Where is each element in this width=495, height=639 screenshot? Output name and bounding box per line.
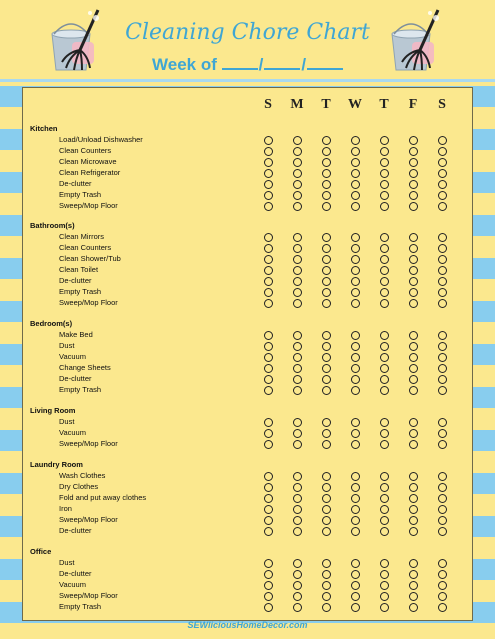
checkbox-bubble[interactable]	[409, 592, 418, 601]
checkbox-bubble[interactable]	[380, 603, 389, 612]
checkbox-bubble[interactable]	[293, 353, 302, 362]
week-of-line	[152, 54, 343, 75]
checkbox-bubble[interactable]	[322, 299, 331, 308]
checkbox-bubble[interactable]	[438, 505, 447, 514]
checkbox-bubble[interactable]	[351, 472, 360, 481]
task-label: Sweep/Mop Floor	[59, 439, 118, 448]
checkbox-bubble[interactable]	[322, 559, 331, 568]
checkbox-bubble[interactable]	[264, 559, 273, 568]
checkbox-bubble[interactable]	[351, 331, 360, 340]
checkbox-bubble[interactable]	[264, 158, 273, 167]
checkbox-bubble[interactable]	[409, 516, 418, 525]
checkbox-bubble[interactable]	[293, 516, 302, 525]
checkbox-bubble[interactable]	[438, 494, 447, 503]
day-header-4: T	[379, 97, 389, 112]
checkbox-bubble[interactable]	[351, 429, 360, 438]
checkbox-bubble[interactable]	[380, 191, 389, 200]
checkbox-bubble[interactable]	[351, 244, 360, 253]
checkbox-bubble[interactable]	[409, 342, 418, 351]
checkbox-bubble[interactable]	[322, 136, 331, 145]
checkbox-bubble[interactable]	[293, 527, 302, 536]
checkbox-bubble[interactable]	[380, 505, 389, 514]
task-label: Clean Shower/Tub	[59, 254, 121, 263]
checkbox-bubble[interactable]	[380, 516, 389, 525]
checkbox-bubble[interactable]	[351, 288, 360, 297]
checkbox-bubble[interactable]	[293, 559, 302, 568]
section-label: Bathroom(s)	[30, 221, 75, 230]
checkbox-bubble[interactable]	[438, 255, 447, 264]
checkbox-bubble[interactable]	[264, 505, 273, 514]
checkbox-bubble[interactable]	[293, 494, 302, 503]
checkbox-bubble[interactable]	[322, 440, 331, 449]
checkbox-bubble[interactable]	[409, 158, 418, 167]
checkbox-bubble[interactable]	[264, 191, 273, 200]
checkbox-bubble[interactable]	[380, 418, 389, 427]
checkbox-bubble[interactable]	[264, 440, 273, 449]
checkbox-bubble[interactable]	[264, 429, 273, 438]
checkbox-bubble[interactable]	[438, 342, 447, 351]
checkbox-bubble[interactable]	[322, 516, 331, 525]
header	[0, 0, 495, 82]
checkbox-bubble[interactable]	[264, 266, 273, 275]
checkbox-bubble[interactable]	[351, 233, 360, 242]
checkbox-bubble[interactable]	[380, 331, 389, 340]
checkbox-bubble[interactable]	[438, 559, 447, 568]
checkbox-bubble[interactable]	[438, 375, 447, 384]
checkbox-bubble[interactable]	[351, 375, 360, 384]
checkbox-bubble[interactable]	[438, 603, 447, 612]
checkbox-bubble[interactable]	[380, 375, 389, 384]
checkbox-bubble[interactable]	[322, 180, 331, 189]
checkbox-bubble[interactable]	[409, 169, 418, 178]
checkbox-bubble[interactable]	[438, 472, 447, 481]
task-label: Empty Trash	[59, 287, 102, 296]
checkbox-bubble[interactable]	[264, 472, 273, 481]
task-label: Vacuum	[59, 428, 86, 437]
task-label: Wash Clothes	[59, 471, 106, 480]
checkbox-bubble[interactable]	[351, 255, 360, 264]
chore-table	[22, 87, 473, 621]
checkbox-bubble[interactable]	[351, 169, 360, 178]
checkbox-bubble[interactable]	[409, 429, 418, 438]
checkbox-bubble[interactable]	[380, 299, 389, 308]
checkbox-bubble[interactable]	[322, 505, 331, 514]
task-label: Dust	[59, 341, 75, 350]
checkbox-bubble[interactable]	[322, 527, 331, 536]
checkbox-bubble[interactable]	[322, 570, 331, 579]
checkbox-bubble[interactable]	[322, 483, 331, 492]
task-label: Dust	[59, 417, 75, 426]
task-label: Clean Refrigerator	[59, 168, 121, 177]
checkbox-bubble[interactable]	[380, 158, 389, 167]
checkbox-bubble[interactable]	[322, 158, 331, 167]
checkbox-bubble[interactable]	[438, 581, 447, 590]
task-label: Dust	[59, 558, 75, 567]
checkbox-bubble[interactable]	[409, 581, 418, 590]
checkbox-bubble[interactable]	[351, 494, 360, 503]
task-label: Clean Mirrors	[59, 232, 105, 241]
checkbox-bubble[interactable]	[322, 255, 331, 264]
date-separator: /	[301, 55, 307, 74]
checkbox-bubble[interactable]	[438, 266, 447, 275]
checkbox-bubble[interactable]	[293, 244, 302, 253]
checkbox-bubble[interactable]	[293, 266, 302, 275]
checkbox-bubble[interactable]	[322, 147, 331, 156]
checkbox-bubble[interactable]	[409, 483, 418, 492]
task-label: Empty Trash	[59, 385, 102, 394]
checkbox-bubble[interactable]	[351, 364, 360, 373]
checkbox-bubble[interactable]	[438, 158, 447, 167]
checkbox-bubble[interactable]	[293, 581, 302, 590]
checkbox-bubble[interactable]	[351, 266, 360, 275]
checkbox-bubble[interactable]	[351, 527, 360, 536]
checkbox-bubble[interactable]	[293, 233, 302, 242]
checkbox-bubble[interactable]	[264, 418, 273, 427]
checkbox-bubble[interactable]	[409, 255, 418, 264]
checkbox-bubble[interactable]	[438, 136, 447, 145]
page-title: Cleaning Chore Chart	[125, 20, 370, 45]
checkbox-bubble[interactable]	[264, 202, 273, 211]
day-header-1: M	[290, 97, 304, 112]
task-label: Sweep/Mop Floor	[59, 298, 118, 307]
checkbox-bubble[interactable]	[293, 180, 302, 189]
checkbox-bubble[interactable]	[380, 527, 389, 536]
task-label: Change Sheets	[59, 363, 111, 372]
checkbox-bubble[interactable]	[380, 169, 389, 178]
checkbox-bubble[interactable]	[380, 364, 389, 373]
day-header-6: S	[438, 97, 446, 112]
task-label: De-clutter	[59, 569, 92, 578]
task-label: Load/Unload Dishwasher	[59, 135, 143, 144]
checkbox-bubble[interactable]	[438, 169, 447, 178]
task-label: Empty Trash	[59, 602, 102, 611]
checkbox-bubble[interactable]	[264, 353, 273, 362]
checkbox-bubble[interactable]	[293, 277, 302, 286]
checkbox-bubble[interactable]	[351, 570, 360, 579]
checkbox-bubble[interactable]	[293, 364, 302, 373]
checkbox-bubble[interactable]	[293, 299, 302, 308]
checkbox-bubble[interactable]	[264, 277, 273, 286]
checkbox-bubble[interactable]	[438, 353, 447, 362]
day-blank[interactable]	[264, 54, 300, 70]
checkbox-bubble[interactable]	[409, 202, 418, 211]
checkbox-bubble[interactable]	[351, 483, 360, 492]
checkbox-bubble[interactable]	[351, 559, 360, 568]
checkbox-bubble[interactable]	[409, 603, 418, 612]
checkbox-bubble[interactable]	[351, 418, 360, 427]
checkbox-bubble[interactable]	[438, 147, 447, 156]
checkbox-bubble[interactable]	[264, 147, 273, 156]
checkbox-bubble[interactable]	[293, 158, 302, 167]
checkbox-bubble[interactable]	[264, 603, 273, 612]
checkbox-bubble[interactable]	[438, 191, 447, 200]
checkbox-bubble[interactable]	[264, 483, 273, 492]
task-label: Clean Counters	[59, 243, 112, 252]
week-of-label: Week of	[152, 55, 217, 74]
checkbox-bubble[interactable]	[293, 288, 302, 297]
task-label: Fold and put away clothes	[59, 493, 147, 502]
checkbox-bubble[interactable]	[322, 581, 331, 590]
checkbox-bubble[interactable]	[380, 136, 389, 145]
section-label: Kitchen	[30, 124, 58, 133]
checkbox-bubble[interactable]	[409, 180, 418, 189]
checkbox-bubble[interactable]	[264, 255, 273, 264]
checkbox-bubble[interactable]	[322, 169, 331, 178]
checkbox-bubble[interactable]	[351, 180, 360, 189]
checkbox-bubble[interactable]	[409, 386, 418, 395]
task-label: Clean Toilet	[59, 265, 99, 274]
task-label: Vacuum	[59, 580, 86, 589]
checkbox-bubble[interactable]	[438, 592, 447, 601]
checkbox-bubble[interactable]	[293, 331, 302, 340]
task-label: Sweep/Mop Floor	[59, 515, 118, 524]
day-header-5: F	[408, 97, 418, 112]
checkbox-bubble[interactable]	[264, 570, 273, 579]
task-label: Clean Microwave	[59, 157, 117, 166]
checkbox-bubble[interactable]	[409, 136, 418, 145]
checkbox-bubble[interactable]	[293, 386, 302, 395]
section-label: Living Room	[30, 406, 76, 415]
checkbox-bubble[interactable]	[351, 581, 360, 590]
checkbox-bubble[interactable]	[380, 592, 389, 601]
checkbox-bubble[interactable]	[380, 353, 389, 362]
checkbox-bubble[interactable]	[409, 364, 418, 373]
section-label: Bedroom(s)	[30, 319, 73, 328]
checkbox-bubble[interactable]	[293, 472, 302, 481]
checkbox-bubble[interactable]	[438, 570, 447, 579]
task-label: Sweep/Mop Floor	[59, 201, 118, 210]
checkbox-bubble[interactable]	[351, 158, 360, 167]
checkbox-bubble[interactable]	[293, 483, 302, 492]
checkbox-bubble[interactable]	[438, 516, 447, 525]
checkbox-bubble[interactable]	[351, 592, 360, 601]
checkbox-bubble[interactable]	[409, 472, 418, 481]
checkbox-bubble[interactable]	[380, 342, 389, 351]
task-label: De-clutter	[59, 374, 92, 383]
checkbox-bubble[interactable]	[438, 233, 447, 242]
section-label: Laundry Room	[30, 460, 83, 469]
checkbox-bubble[interactable]	[264, 375, 273, 384]
checkbox-bubble[interactable]	[409, 494, 418, 503]
checkbox-bubble[interactable]	[380, 233, 389, 242]
checkbox-bubble[interactable]	[409, 570, 418, 579]
checkbox-bubble[interactable]	[264, 494, 273, 503]
checkbox-bubble[interactable]	[438, 429, 447, 438]
checkbox-bubble[interactable]	[409, 418, 418, 427]
checkbox-bubble[interactable]	[409, 331, 418, 340]
checkbox-bubble[interactable]	[409, 559, 418, 568]
task-label: Empty Trash	[59, 190, 102, 199]
checkbox-bubble[interactable]	[293, 418, 302, 427]
checkbox-bubble[interactable]	[438, 527, 447, 536]
checkbox-bubble[interactable]	[293, 191, 302, 200]
checkbox-bubble[interactable]	[438, 299, 447, 308]
checkbox-bubble[interactable]	[322, 244, 331, 253]
task-label: De-clutter	[59, 526, 92, 535]
checkbox-bubble[interactable]	[409, 375, 418, 384]
checkbox-bubble[interactable]	[351, 440, 360, 449]
checkbox-bubble[interactable]	[322, 494, 331, 503]
checkbox-bubble[interactable]	[380, 180, 389, 189]
checkbox-bubble[interactable]	[322, 331, 331, 340]
checkbox-bubble[interactable]	[322, 342, 331, 351]
month-blank[interactable]	[222, 54, 258, 70]
checkbox-bubble[interactable]	[264, 169, 273, 178]
checkbox-bubble[interactable]	[380, 288, 389, 297]
checkbox-bubble[interactable]	[409, 244, 418, 253]
checkbox-bubble[interactable]	[409, 147, 418, 156]
checkbox-bubble[interactable]	[380, 277, 389, 286]
checkbox-bubble[interactable]	[438, 244, 447, 253]
checkbox-bubble[interactable]	[409, 353, 418, 362]
checkbox-bubble[interactable]	[322, 288, 331, 297]
checkbox-bubble[interactable]	[351, 191, 360, 200]
checkbox-bubble[interactable]	[293, 603, 302, 612]
footer-website: SEWliciousHomeDecor.com	[187, 620, 308, 630]
checkbox-bubble[interactable]	[351, 342, 360, 351]
checkbox-bubble[interactable]	[264, 364, 273, 373]
checkbox-bubble[interactable]	[351, 277, 360, 286]
checkbox-bubble[interactable]	[322, 429, 331, 438]
checkbox-bubble[interactable]	[409, 233, 418, 242]
checkbox-bubble[interactable]	[438, 483, 447, 492]
checkbox-bubble[interactable]	[293, 342, 302, 351]
checkbox-bubble[interactable]	[409, 527, 418, 536]
checkbox-bubble[interactable]	[293, 375, 302, 384]
checkbox-bubble[interactable]	[293, 429, 302, 438]
checkbox-bubble[interactable]	[351, 386, 360, 395]
checkbox-bubble[interactable]	[438, 440, 447, 449]
checkbox-bubble[interactable]	[380, 570, 389, 579]
task-label: De-clutter	[59, 179, 92, 188]
checkbox-bubble[interactable]	[264, 136, 273, 145]
checkbox-bubble[interactable]	[293, 202, 302, 211]
task-label: Vacuum	[59, 352, 86, 361]
checkbox-bubble[interactable]	[409, 191, 418, 200]
year-blank[interactable]	[307, 54, 343, 70]
checkbox-bubble[interactable]	[409, 266, 418, 275]
day-header-0: S	[264, 97, 272, 112]
checkbox-bubble[interactable]	[322, 364, 331, 373]
day-header-2: T	[321, 97, 331, 112]
checkbox-bubble[interactable]	[264, 386, 273, 395]
checkbox-bubble[interactable]	[264, 233, 273, 242]
checkbox-bubble[interactable]	[322, 592, 331, 601]
checkbox-bubble[interactable]	[264, 180, 273, 189]
checkbox-bubble[interactable]	[438, 418, 447, 427]
checkbox-bubble[interactable]	[351, 353, 360, 362]
checkbox-bubble[interactable]	[293, 136, 302, 145]
checkbox-bubble[interactable]	[438, 288, 447, 297]
checkbox-bubble[interactable]	[293, 570, 302, 579]
checkbox-bubble[interactable]	[380, 244, 389, 253]
checkbox-bubble[interactable]	[264, 342, 273, 351]
checkbox-bubble[interactable]	[409, 299, 418, 308]
checkbox-bubble[interactable]	[438, 386, 447, 395]
checkbox-bubble[interactable]	[322, 375, 331, 384]
checkbox-bubble[interactable]	[351, 299, 360, 308]
checkbox-bubble[interactable]	[351, 136, 360, 145]
checkbox-bubble[interactable]	[264, 288, 273, 297]
checkbox-bubble[interactable]	[322, 353, 331, 362]
checkbox-bubble[interactable]	[264, 516, 273, 525]
checkbox-bubble[interactable]	[351, 505, 360, 514]
task-label: Sweep/Mop Floor	[59, 591, 118, 600]
checkbox-bubble[interactable]	[351, 202, 360, 211]
task-label: De-clutter	[59, 276, 92, 285]
day-header-row	[23, 97, 472, 113]
checkbox-bubble[interactable]	[438, 364, 447, 373]
checkbox-bubble[interactable]	[322, 277, 331, 286]
checkbox-bubble[interactable]	[264, 299, 273, 308]
checkbox-bubble[interactable]	[409, 277, 418, 286]
checkbox-bubble[interactable]	[322, 202, 331, 211]
checkbox-bubble[interactable]	[293, 169, 302, 178]
checkbox-bubble[interactable]	[438, 202, 447, 211]
checkbox-bubble[interactable]	[438, 277, 447, 286]
checkbox-bubble[interactable]	[438, 180, 447, 189]
checkbox-bubble[interactable]	[380, 202, 389, 211]
checkbox-bubble[interactable]	[322, 603, 331, 612]
checkbox-bubble[interactable]	[380, 255, 389, 264]
checkbox-bubble[interactable]	[322, 472, 331, 481]
checkbox-bubble[interactable]	[380, 581, 389, 590]
checkbox-bubble[interactable]	[380, 483, 389, 492]
date-separator: /	[258, 55, 264, 74]
checkbox-bubble[interactable]	[293, 255, 302, 264]
checkbox-bubble[interactable]	[438, 331, 447, 340]
checkbox-bubble[interactable]	[322, 233, 331, 242]
checkbox-bubble[interactable]	[380, 494, 389, 503]
task-label: Make Bed	[59, 330, 93, 339]
checkbox-bubble[interactable]	[293, 505, 302, 514]
checkbox-bubble[interactable]	[380, 386, 389, 395]
checkbox-bubble[interactable]	[380, 429, 389, 438]
checkbox-bubble[interactable]	[264, 581, 273, 590]
checkbox-bubble[interactable]	[409, 505, 418, 514]
checkbox-bubble[interactable]	[264, 527, 273, 536]
task-label: Clean Counters	[59, 146, 112, 155]
checkbox-bubble[interactable]	[380, 472, 389, 481]
checkbox-bubble[interactable]	[322, 191, 331, 200]
checkbox-bubble[interactable]	[322, 386, 331, 395]
checkbox-bubble[interactable]	[293, 440, 302, 449]
checkbox-bubble[interactable]	[380, 559, 389, 568]
section-label: Office	[30, 547, 52, 556]
checkbox-bubble[interactable]	[380, 266, 389, 275]
task-label: Dry Clothes	[59, 482, 99, 491]
checkbox-bubble[interactable]	[322, 418, 331, 427]
checkbox-bubble[interactable]	[351, 147, 360, 156]
checkbox-bubble[interactable]	[264, 592, 273, 601]
checkbox-bubble[interactable]	[351, 603, 360, 612]
checkbox-bubble[interactable]	[264, 331, 273, 340]
checkbox-bubble[interactable]	[322, 266, 331, 275]
day-header-3: W	[348, 97, 362, 112]
task-label: Iron	[59, 504, 72, 513]
checkbox-bubble[interactable]	[380, 147, 389, 156]
checkbox-bubble[interactable]	[409, 288, 418, 297]
checkbox-bubble[interactable]	[264, 244, 273, 253]
checkbox-bubble[interactable]	[380, 440, 389, 449]
checkbox-bubble[interactable]	[293, 592, 302, 601]
checkbox-bubble[interactable]	[293, 147, 302, 156]
checkbox-bubble[interactable]	[409, 440, 418, 449]
checkbox-bubble[interactable]	[351, 516, 360, 525]
